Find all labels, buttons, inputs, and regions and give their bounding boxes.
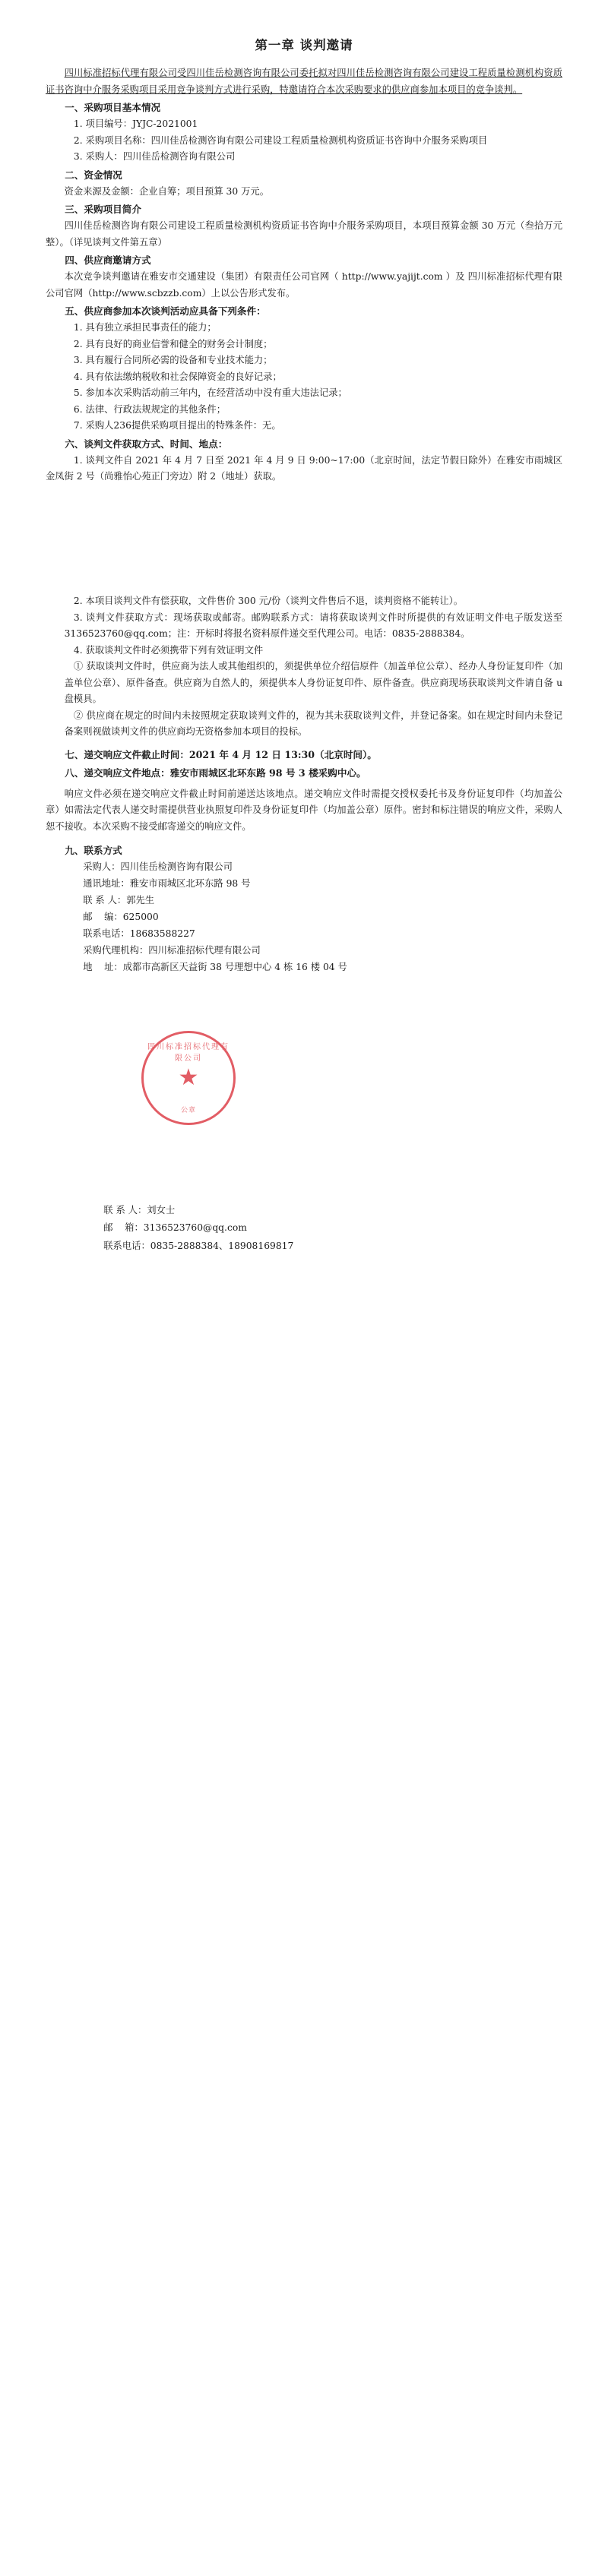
section-heading-7 — [46, 747, 562, 763]
contact-label-address: 通讯地址： — [83, 878, 130, 890]
section-5-item-7: 7. 采购人236提供采购项目提出的特殊条件：无。 — [73, 420, 281, 431]
contact-value-person: 郭先生 — [126, 895, 155, 906]
contact-label-person: 联 系 人： — [83, 895, 127, 906]
section-heading-3: 三、采购项目简介 — [65, 204, 141, 216]
section-4-item-1: 本次竞争谈判邀请在雅安市交通建设（集团）有限责任公司官网（ http://www.yajijt.com ）及 四川标准招标代理有限公司官网（http://www.scbzzb.com）上以公告形式发布。 — [46, 271, 562, 299]
section-3-item-1: 四川佳岳检测咨询有限公司建设工程质量检测机构资质证书咨询中介服务采购项目，本项目预算金额 30 万元（叁拾万元整）。（详见谈判文件第五章） — [46, 220, 562, 248]
section-6-item-1-start: 1. 谈判文件自 2021 年 4 月 7 日至 2021 年 4 月 9 日 9:00~17:00（北京时间，法定节假日除外）在雅安市雨城区金凤街 2 号（尚雅怡心苑正门旁边）附 2（地址）获取。 — [46, 454, 562, 482]
contact-row-postcode — [46, 909, 562, 926]
section-heading-8 — [46, 765, 562, 782]
contact-label-agency-address: 地 址： — [83, 961, 123, 972]
page3-contact-value-phone: 0835-2888384、18908169817 — [150, 1240, 294, 1251]
seal-star-icon: ★ — [178, 1064, 199, 1091]
seal-bottom-text: 公章 — [180, 1107, 196, 1114]
section-7-value: 2021 年 4 月 12 日 13:30（北京时间）。 — [188, 748, 377, 760]
intro-paragraph: 四川标准招标代理有限公司受四川佳岳检测咨询有限公司委托拟对四川佳岳检测咨询有限公司建设工程质量检测机构资质证书咨询中介服务采购项目采用竞争谈判方式进行采购，特邀请符合本次采购要求的供应商参加本项目的竞争谈判。 — [46, 68, 562, 95]
section-8-note: 响应文件必须在递交响应文件截止时间前递送达该地点。递交响应文件时需提交授权委托书及身份证复印件（均加盖公章）如需法定代表人递交时需提供营业执照复印件及身份证复印件（均加盖公章）原件。密封和标注错误的响应文件，采购人恕不接收。本次采购不接受邮寄递交的响应文件。 — [46, 788, 562, 832]
section-1-item-3: 3. 采购人：四川佳岳检测咨询有限公司 — [73, 151, 236, 163]
page3-contact-label-email: 邮 箱： — [103, 1222, 144, 1234]
section-5-item-2: 2. 具有良好的商业信誉和健全的财务会计制度； — [73, 338, 273, 349]
page-title: 第一章 谈判邀请 — [255, 38, 353, 52]
section-heading-1: 一、采购项目基本情况 — [65, 102, 161, 114]
document-page-3 — [0, 1132, 608, 1588]
contact-value-phone: 18683588227 — [129, 928, 195, 939]
page3-contact-phone — [46, 1237, 562, 1255]
section-8-heading-text: 八、递交响应文件地点： — [65, 766, 170, 779]
document-page-1 — [0, 0, 608, 566]
section-heading-6: 六、谈判文件获取方式、时间、地点： — [65, 438, 228, 450]
contact-label-agency: 采购代理机构： — [83, 944, 149, 956]
section-8-value: 雅安市雨城区北环东路 98 号 3 楼采购中心。 — [169, 766, 366, 779]
contact-value-address: 雅安市雨城区北环东路 98 号 — [129, 878, 251, 890]
contact-value-agency: 四川标准招标代理有限公司 — [148, 944, 261, 956]
section-5-item-5: 5. 参加本次采购活动前三年内，在经营活动中没有重大违法记录； — [73, 387, 347, 399]
contact-value-postcode: 625000 — [122, 911, 159, 922]
contact-row-phone — [46, 926, 562, 943]
company-seal-stamp — [141, 1031, 236, 1125]
document-page-2 — [0, 566, 608, 1132]
section-heading-4: 四、供应商邀请方式 — [65, 254, 151, 267]
section-1-item-1: 1. 项目编号：JYJC-2021001 — [73, 119, 198, 130]
section-7-heading-text: 七、递交响应文件截止时间： — [65, 748, 189, 760]
contact-row-person — [46, 893, 562, 909]
section-2-item-1: 资金来源及金额：企业自筹；项目预算 30 万元。 — [64, 185, 269, 197]
section-heading-9: 九、联系方式 — [65, 845, 122, 857]
page3-contact-email — [46, 1219, 562, 1237]
page3-contact-label-phone: 联系电话： — [103, 1240, 150, 1251]
contact-row-agency — [46, 943, 562, 959]
section-6-item-3: 3. 谈判文件获取方式：现场获取或邮寄。邮购联系方式：请将获取谈判文件时所提供的有效证明文件电子版发送至 3136523760@qq.com；注：开标时将报名资料原件递交至代理公司。电话：0835-2888384。 — [64, 612, 562, 640]
page3-contact-value-person: 刘女士 — [147, 1205, 176, 1215]
contact-row-address — [46, 876, 562, 893]
section-6-item-6: ② 供应商在规定的时间内未按照规定获取谈判文件的，视为其未获取谈判文件，并登记备案。如在规定时间内未登记备案则视做谈判文件的供应商均无资格参加本项目的投标。 — [64, 710, 562, 738]
contact-label-phone: 联系电话： — [83, 928, 130, 939]
section-5-item-3: 3. 具有履行合同所必需的设备和专业技术能力； — [73, 355, 273, 366]
contact-label-postcode: 邮 编： — [83, 911, 123, 922]
page3-contact-value-email: 3136523760@qq.com — [143, 1222, 247, 1234]
section-1-item-2: 2. 采购项目名称：四川佳岳检测咨询有限公司建设工程质量检测机构资质证书咨询中介服务采购项目 — [73, 134, 488, 146]
seal-top-text: 四川标准招标代理有限公司 — [147, 1043, 230, 1063]
section-5-item-6: 6. 法律、行政法规规定的其他条件； — [73, 403, 226, 415]
section-heading-2: 二、资金情况 — [65, 169, 122, 181]
section-6-item-2: 2. 本项目谈判文件有偿获取，文件售价 300 元/份（谈判文件售后不退，谈判资格不能转让）。 — [73, 596, 464, 606]
contact-row-agency-address — [46, 959, 562, 976]
contact-value-purchaser: 四川佳岳检测咨询有限公司 — [120, 861, 233, 873]
contact-value-agency-address: 成都市高新区天益街 38 号理想中心 4 栋 16 楼 04 号 — [122, 961, 347, 972]
section-6-item-5: ① 获取谈判文件时，供应商为法人或其他组织的，须提供单位介绍信原件（加盖单位公章）、经办人身份证复印件（加盖单位公章）、原件备查。供应商为自然人的，须提供本人身份证复印件、原件备查。供应商现场获取谈判文件请自备 u 盘模具。 — [64, 661, 562, 705]
section-5-item-4: 4. 具有依法缴纳税收和社会保障资金的良好记录； — [73, 371, 282, 382]
page3-contact-label-person: 联 系 人： — [103, 1205, 147, 1215]
section-6-item-4: 4. 获取谈判文件时必须携带下列有效证明文件 — [73, 644, 264, 656]
contact-label-purchaser: 采购人： — [83, 861, 121, 873]
contact-row-purchaser — [46, 859, 562, 876]
section-heading-5: 五、供应商参加本次谈判活动应具备下列条件： — [65, 305, 266, 318]
page3-contact-person — [46, 1202, 562, 1219]
section-5-item-1: 1. 具有独立承担民事责任的能力； — [73, 322, 217, 333]
